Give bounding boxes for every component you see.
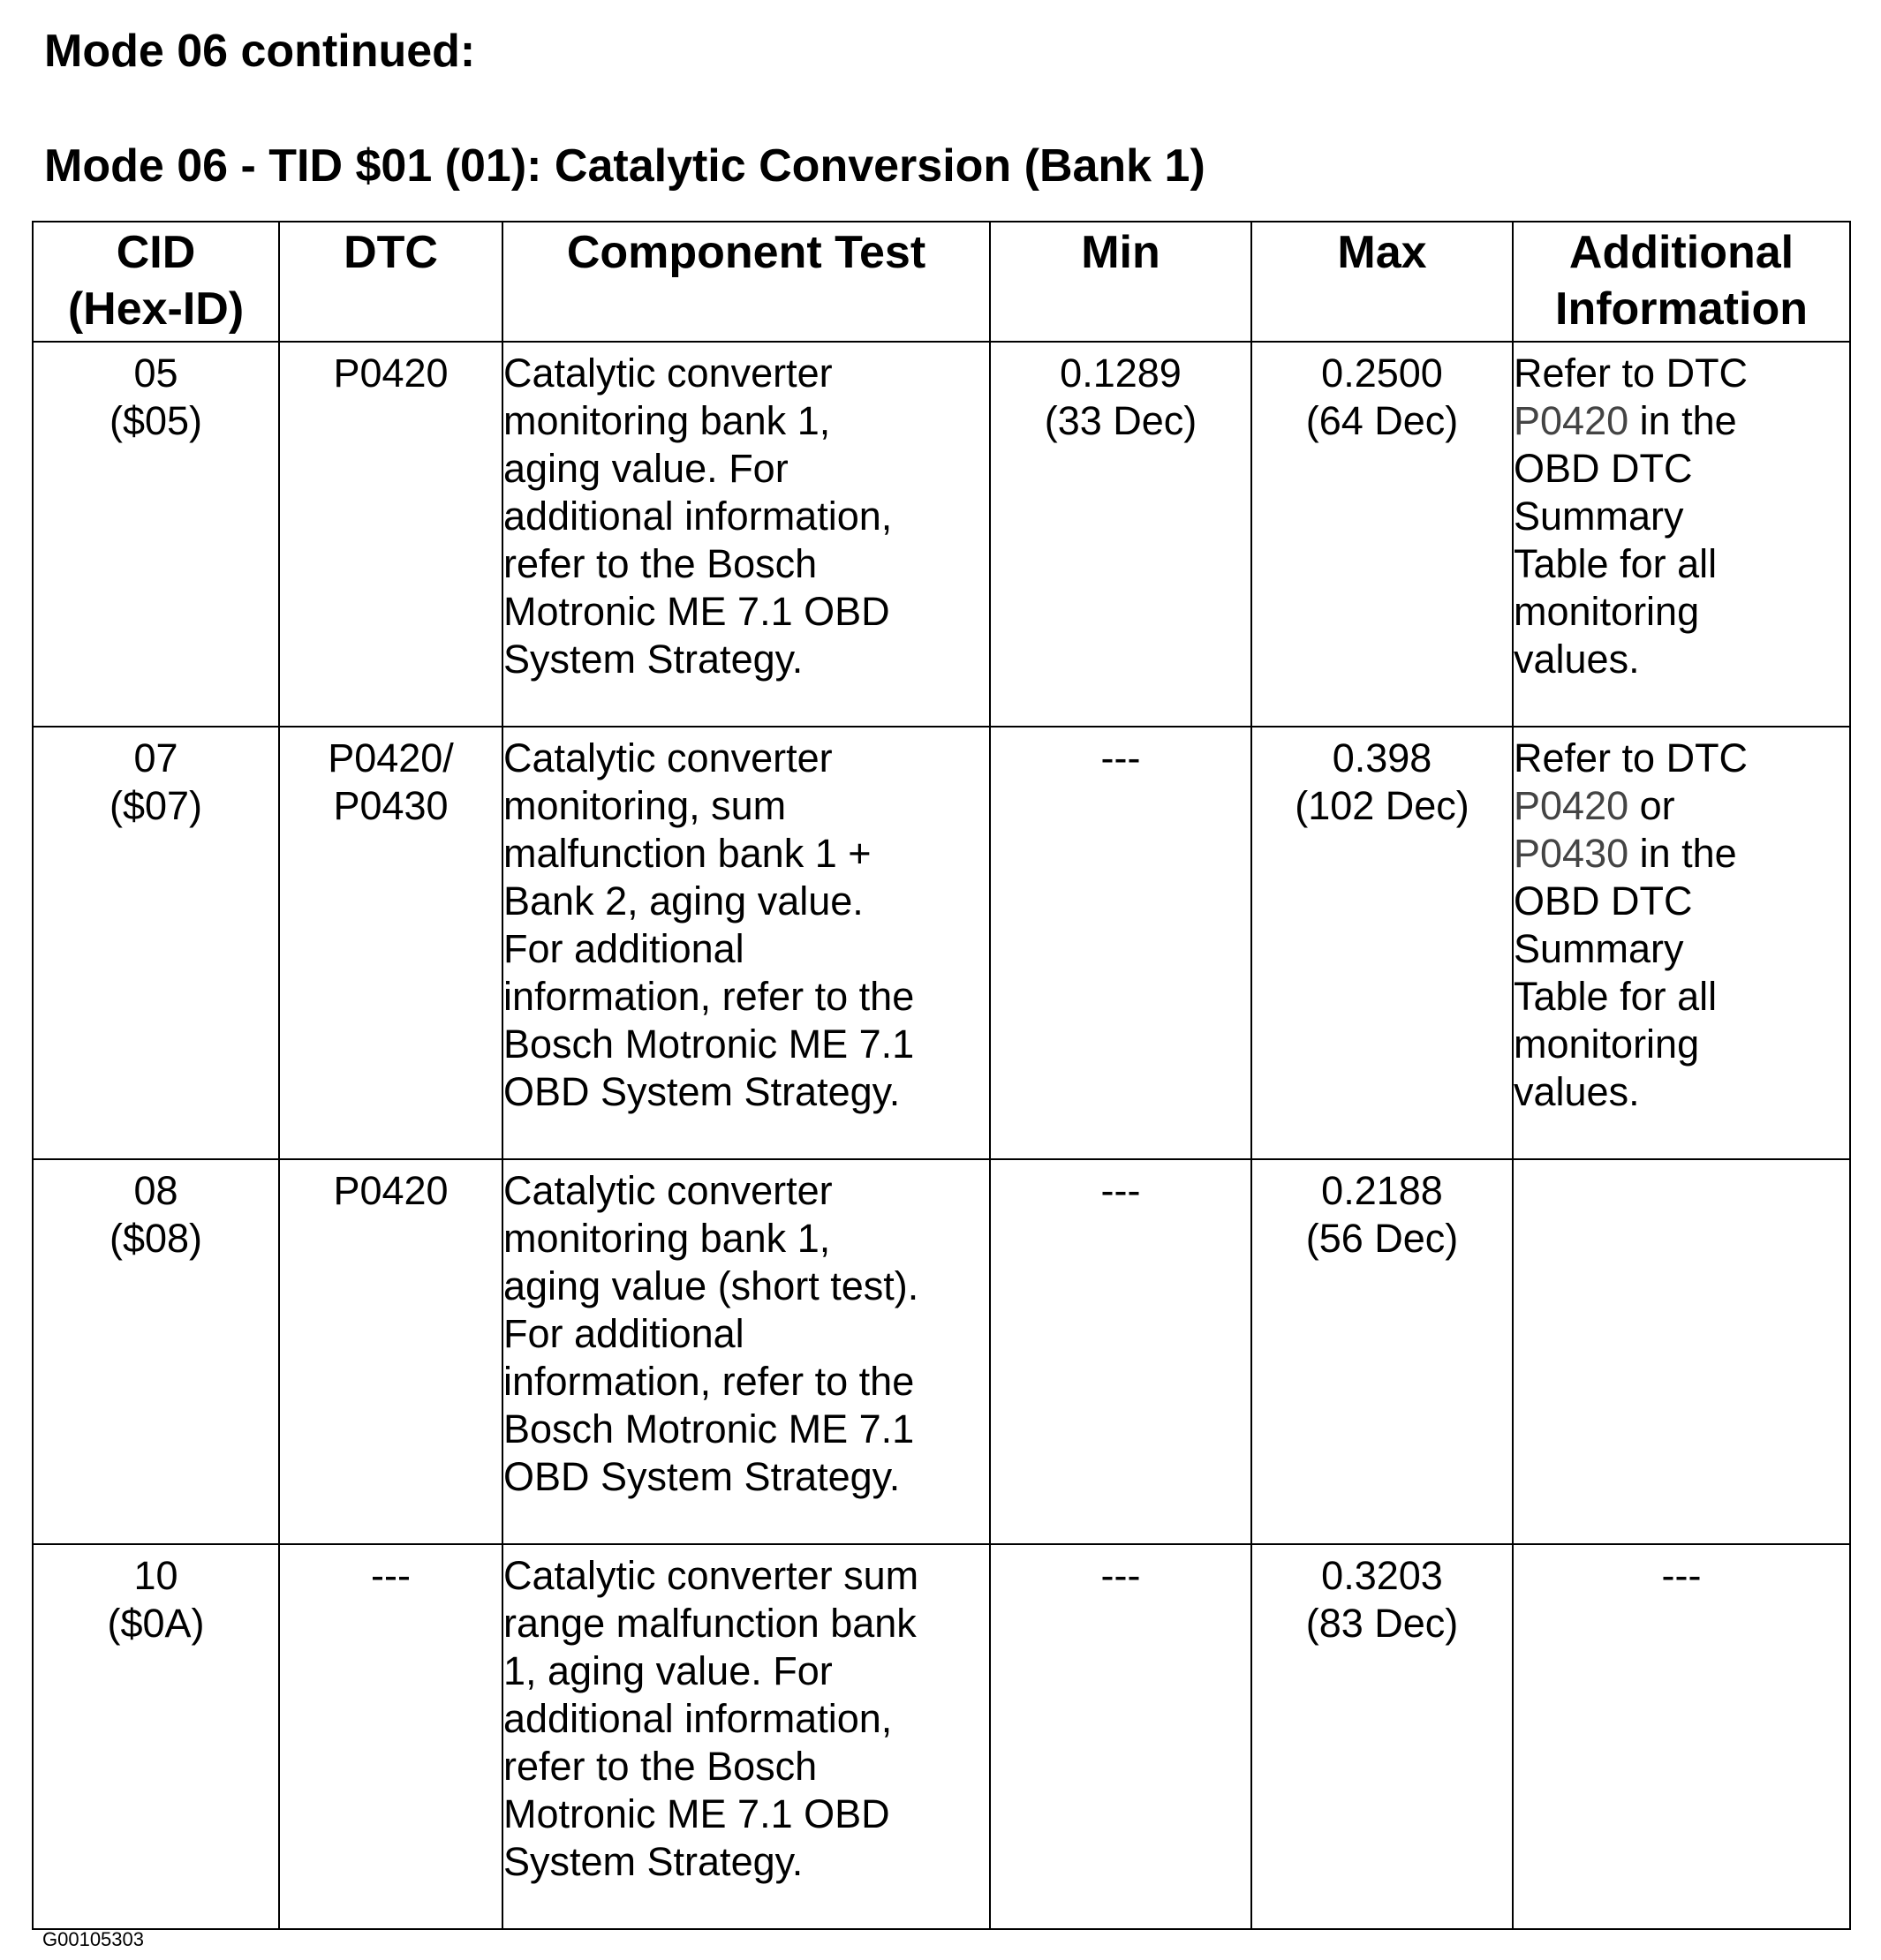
cell-cid-line: ($08) (109, 1216, 203, 1261)
cell-component-test-line: aging value. For (503, 446, 789, 491)
cell-component-test (502, 1159, 990, 1544)
table-row (33, 342, 1850, 727)
table-row (33, 1544, 1850, 1929)
info-text: OBD DTC (1514, 446, 1693, 491)
cell-component-test (502, 342, 990, 727)
cell-component-test-line: refer to the Bosch (503, 1744, 818, 1789)
cell-component-test-line: Bosch Motronic ME 7.1 (503, 1021, 915, 1067)
cell-cid-line: 05 (133, 351, 178, 396)
info-line (1514, 973, 1849, 1021)
dtc-reference: P0420 (1514, 398, 1629, 443)
info-line (1514, 1552, 1849, 1600)
header-cid: CID (Hex-ID) (33, 222, 279, 342)
cell-component-test-line: System Strategy. (503, 1839, 804, 1884)
cell-cid-line: 07 (133, 735, 178, 780)
cell-max (1251, 1159, 1513, 1544)
cell-max-line: (56 Dec) (1305, 1216, 1459, 1261)
section-continued-heading: Mode 06 continued: (44, 26, 476, 77)
info-line (1514, 830, 1849, 878)
info-text: Table for all (1514, 541, 1718, 586)
cell-component-test-line: malfunction bank 1 + (503, 831, 872, 876)
cell-max (1251, 1544, 1513, 1929)
cell-max-line: (64 Dec) (1305, 398, 1459, 443)
cell-dtc (279, 1544, 502, 1929)
cell-component-test-line: additional information, (503, 1696, 893, 1741)
cell-component-test-line: monitoring bank 1, (503, 1216, 831, 1261)
dtc-reference: P0430 (1514, 831, 1629, 876)
cell-cid-line: ($05) (109, 398, 203, 443)
info-text: Table for all (1514, 974, 1718, 1019)
cell-cid-line: ($0A) (107, 1601, 205, 1646)
cell-dtc-line: P0420 (333, 351, 449, 396)
cell-dtc-line: --- (371, 1553, 411, 1598)
info-text: in the (1628, 398, 1737, 443)
info-line (1514, 1021, 1849, 1068)
cell-component-test-line: OBD System Strategy. (503, 1069, 901, 1114)
cell-min (990, 727, 1251, 1159)
cell-min-line: (33 Dec) (1044, 398, 1197, 443)
info-text: Refer to DTC (1514, 351, 1749, 396)
info-line (1514, 782, 1849, 830)
dtc-reference: P0420 (1514, 783, 1629, 828)
info-line (1514, 925, 1849, 973)
cell-max-line: 0.2188 (1321, 1168, 1443, 1213)
info-text: or (1628, 783, 1675, 828)
info-line (1514, 735, 1849, 782)
cell-component-test-line: aging value (short test). (503, 1263, 919, 1308)
cell-additional-information (1513, 727, 1850, 1159)
cell-component-test-line: For additional (503, 1311, 744, 1356)
cell-max-line: 0.3203 (1321, 1553, 1443, 1598)
cell-cid-line: 08 (133, 1168, 178, 1213)
cell-cid (33, 1159, 279, 1544)
cell-component-test-line: For additional (503, 926, 744, 971)
cell-min-line: --- (1100, 1168, 1141, 1213)
header-dtc: DTC (279, 222, 502, 342)
header-additional-information: Additional Information (1513, 222, 1850, 342)
cell-component-test-line: Motronic ME 7.1 OBD (503, 1791, 890, 1836)
info-line (1514, 540, 1849, 588)
info-text: Refer to DTC (1514, 735, 1749, 780)
cell-additional-information (1513, 342, 1850, 727)
cell-dtc-line: P0430 (333, 783, 449, 828)
figure-id: G00105303 (42, 1928, 144, 1950)
cell-cid (33, 727, 279, 1159)
cell-max-line: 0.398 (1332, 735, 1432, 780)
header-component-test: Component Test (502, 222, 990, 342)
header-max: Max (1251, 222, 1513, 342)
cell-cid (33, 342, 279, 727)
cell-component-test-line: OBD System Strategy. (503, 1454, 901, 1499)
info-text: monitoring (1514, 589, 1700, 634)
cell-component-test-line: Catalytic converter sum (503, 1553, 919, 1598)
table-row (33, 727, 1850, 1159)
info-text: Summary (1514, 926, 1684, 971)
cell-min (990, 1544, 1251, 1929)
info-text: Summary (1514, 494, 1684, 539)
table-title: Mode 06 - TID $01 (01): Catalytic Conversion (Bank 1) (44, 140, 1205, 192)
info-line (1514, 397, 1849, 445)
cell-component-test-line: Catalytic converter (503, 735, 833, 780)
cell-component-test-line: refer to the Bosch (503, 541, 818, 586)
cell-min-line: --- (1100, 735, 1141, 780)
cell-min-line: --- (1100, 1553, 1141, 1598)
info-text: OBD DTC (1514, 878, 1693, 923)
cell-component-test-line: additional information, (503, 494, 893, 539)
info-line (1514, 1068, 1849, 1116)
cell-min-line: 0.1289 (1060, 351, 1182, 396)
cell-component-test-line: monitoring, sum (503, 783, 787, 828)
cell-component-test-line: range malfunction bank (503, 1601, 917, 1646)
cell-component-test-line: Bosch Motronic ME 7.1 (503, 1406, 915, 1451)
cell-component-test-line: 1, aging value. For (503, 1648, 833, 1693)
cell-component-test-line: System Strategy. (503, 637, 804, 682)
table-row (33, 1159, 1850, 1544)
info-line (1514, 493, 1849, 540)
cell-component-test (502, 727, 990, 1159)
cell-cid (33, 1544, 279, 1929)
cell-dtc-line: P0420 (333, 1168, 449, 1213)
cell-dtc (279, 1159, 502, 1544)
info-text: values. (1514, 637, 1640, 682)
cell-max (1251, 727, 1513, 1159)
info-text: in the (1628, 831, 1737, 876)
cell-component-test-line: Catalytic converter (503, 351, 833, 396)
info-line (1514, 445, 1849, 493)
cell-dtc (279, 727, 502, 1159)
cell-max (1251, 342, 1513, 727)
cell-component-test-line: information, refer to the (503, 1359, 915, 1404)
cell-cid-line: 10 (133, 1553, 178, 1598)
mode06-table (32, 221, 1851, 1930)
info-text: monitoring (1514, 1021, 1700, 1067)
header-min: Min (990, 222, 1251, 342)
cell-component-test-line: monitoring bank 1, (503, 398, 831, 443)
cell-additional-information (1513, 1159, 1850, 1544)
cell-component-test (502, 1544, 990, 1929)
info-line (1514, 878, 1849, 925)
cell-dtc (279, 342, 502, 727)
cell-cid-line: ($07) (109, 783, 203, 828)
info-text: values. (1514, 1069, 1640, 1114)
cell-max-line: (83 Dec) (1305, 1601, 1459, 1646)
cell-additional-information (1513, 1544, 1850, 1929)
cell-min (990, 1159, 1251, 1544)
cell-component-test-line: information, refer to the (503, 974, 915, 1019)
cell-component-test-line: Bank 2, aging value. (503, 878, 864, 923)
info-text: --- (1661, 1553, 1702, 1598)
cell-dtc-line: P0420/ (328, 735, 454, 780)
cell-max-line: 0.2500 (1321, 351, 1443, 396)
cell-component-test-line: Motronic ME 7.1 OBD (503, 589, 890, 634)
cell-max-line: (102 Dec) (1295, 783, 1469, 828)
info-line (1514, 636, 1849, 683)
cell-component-test-line: Catalytic converter (503, 1168, 833, 1213)
info-line (1514, 350, 1849, 397)
info-line (1514, 588, 1849, 636)
cell-min (990, 342, 1251, 727)
table-header-row (33, 222, 1850, 342)
